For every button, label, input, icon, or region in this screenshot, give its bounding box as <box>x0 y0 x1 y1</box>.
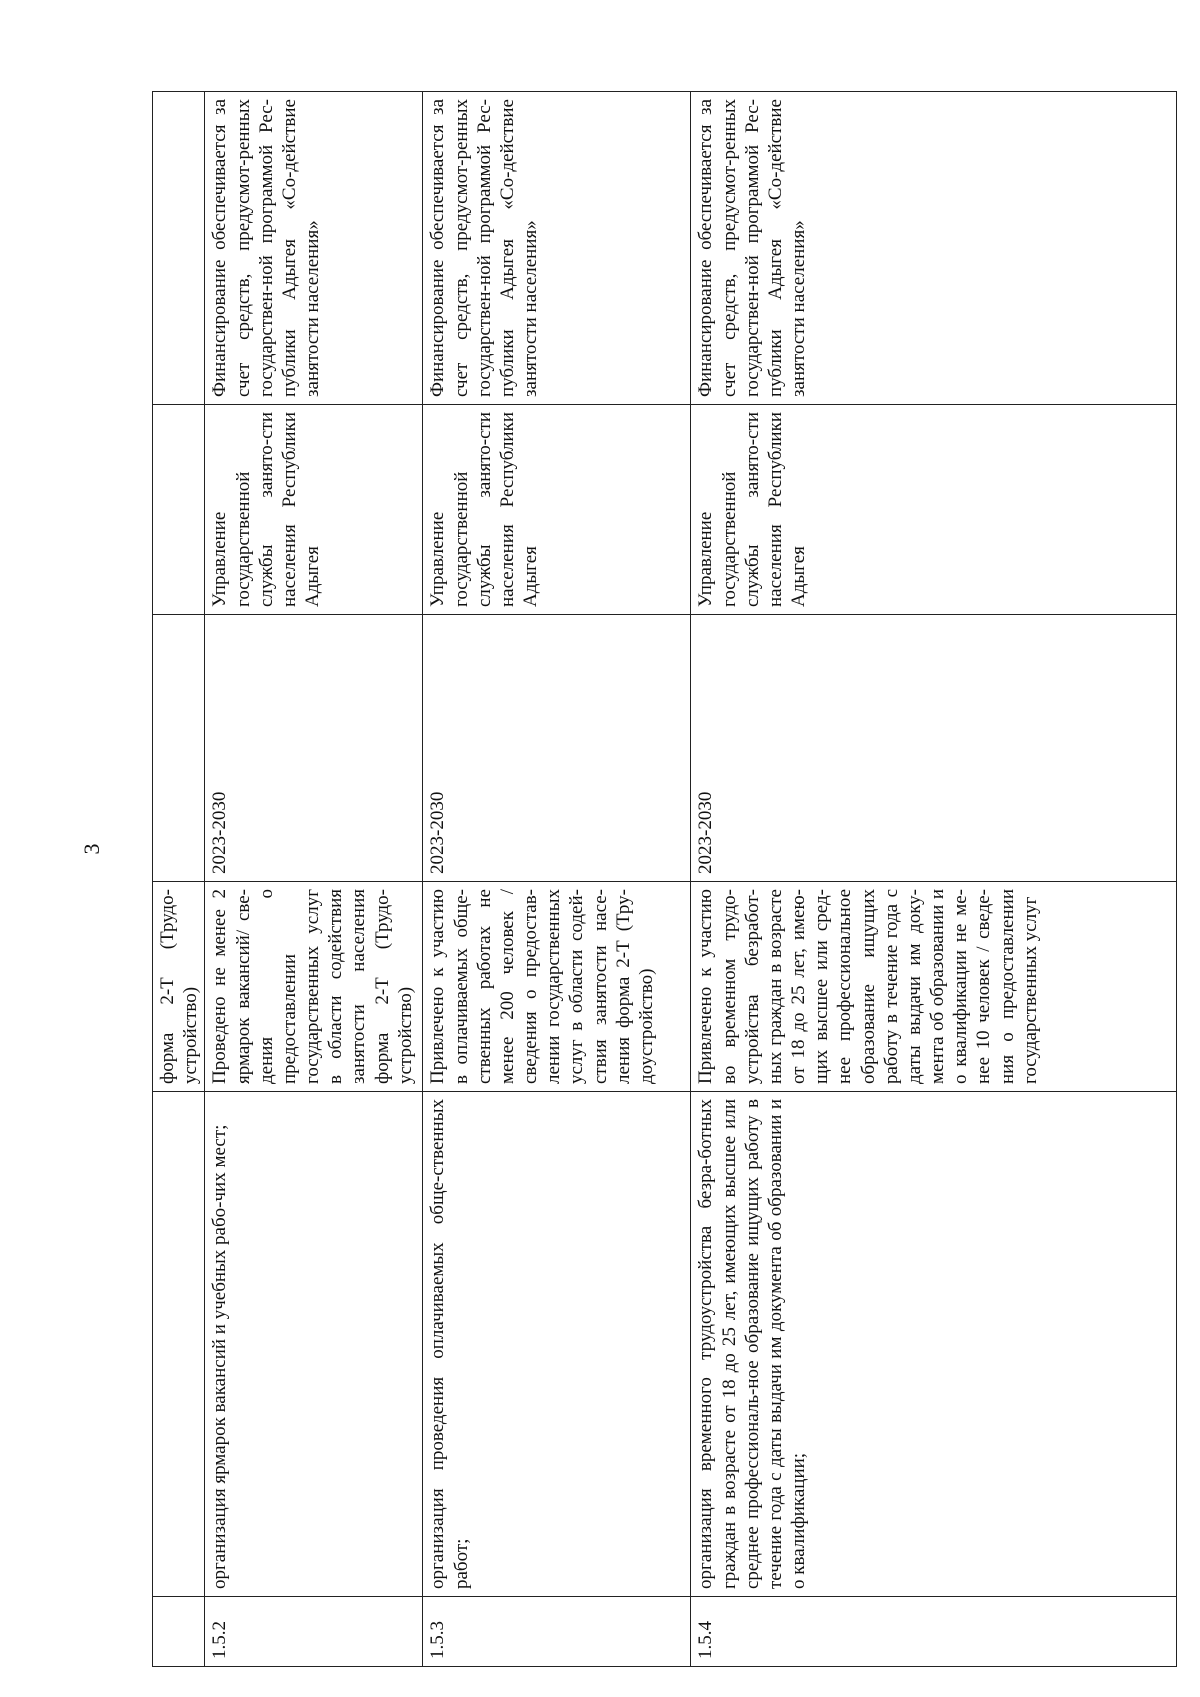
financing-cell: Финансирование обеспечивается за счет средств, предусмот-ренных государствен-ной программой Рес-публики Адыгея «Со-действие занятости населения» <box>205 92 423 405</box>
period-cell: 2023-2030 <box>205 615 423 882</box>
period-cell: 2023-2030 <box>691 615 1177 882</box>
financing-cell: Финансирование обеспечивается за счет средств, предусмот-ренных государствен-ной программой Рес-публики Адыгея «Со-действие занятости населения» <box>423 92 691 405</box>
period-cell: 2023-2030 <box>423 615 691 882</box>
executor-cell: Управление государственной службы занято-сти населения Республики Адыгея <box>205 405 423 615</box>
table-row <box>153 92 205 1667</box>
table-row <box>205 92 423 1667</box>
row-number <box>153 1597 205 1667</box>
row-number: 1.5.2 <box>205 1597 423 1667</box>
measure-cell: организация временного трудоустройства безра-ботных граждан в возрасте от 18 до 25 лет, имеющих высшее или среднее профессиональ-ное образование ищущих работу в течение года с даты выдачи им документа об образовании и о квалификации; <box>691 1092 1177 1597</box>
measures-table <box>152 91 1177 1667</box>
row-number: 1.5.4 <box>691 1597 1177 1667</box>
result-cell: Проведено не менее 2 ярмарок вакансий/ све-дения о предоставлении государственных услуг в области содействия занятости населения форма 2-Т (Трудо-устройство) <box>205 882 423 1092</box>
financing-cell <box>153 92 205 405</box>
page-number: 3 <box>79 843 104 855</box>
table-row <box>691 92 1177 1667</box>
period-cell <box>153 615 205 882</box>
result-cell: форма 2-Т (Трудо-устройство) <box>153 882 205 1092</box>
rotated-table-container <box>152 92 1152 1667</box>
page-body <box>152 92 1152 1667</box>
result-cell: Привлечено к участию в оплачиваемых обще-ственных работах не менее 200 человек / сведения о предостав-лении государственных услуг в области содей-ствия занятости насе-ления форма 2-Т (Тру-доустройство) <box>423 882 691 1092</box>
measure-cell <box>153 1092 205 1597</box>
table-row <box>423 92 691 1667</box>
measure-cell: организация ярмарок вакансий и учебных рабо-чих мест; <box>205 1092 423 1597</box>
row-number: 1.5.3 <box>423 1597 691 1667</box>
result-cell: Привлечено к участию во временном трудо-устройства безработ-ных граждан в возрасте от 18 до 25 лет, имею-щих высшее или сред-нее профессиональное образование ищущих работу в течение года с даты выдачи им доку-мента об образовании и о квалификации не ме-нее 10 человек / сведе-ния о предоставлении государственных услуг <box>691 882 1177 1092</box>
executor-cell: Управление государственной службы занято-сти населения Республики Адыгея <box>423 405 691 615</box>
financing-cell: Финансирование обеспечивается за счет средств, предусмот-ренных государствен-ной программой Рес-публики Адыгея «Со-действие занятости населения» <box>691 92 1177 405</box>
measure-cell: организация проведения оплачиваемых обще-ственных работ; <box>423 1092 691 1597</box>
executor-cell <box>153 405 205 615</box>
executor-cell: Управление государственной службы занято-сти населения Республики Адыгея <box>691 405 1177 615</box>
